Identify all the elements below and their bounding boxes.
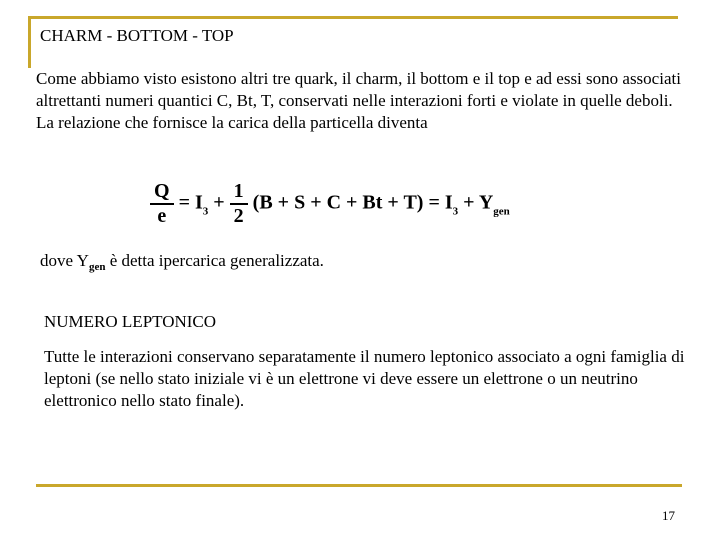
hypercharge-sub: gen <box>88 261 106 273</box>
equation-e: e <box>150 203 174 228</box>
equation-equals: = <box>178 191 190 214</box>
intro-paragraph: Come abbiamo visto esistono altri tre quark, il charm, il bottom e il top e ad essi sono associati altrettanti numeri quantici C, Bt, T, conservati nelle interazioni forti e violate in quelle deboli. La relazione che fornisce la carica della particella diventa <box>36 69 681 132</box>
top-horizontal-rule <box>28 16 678 19</box>
q-over-e-fraction <box>150 180 174 228</box>
equation-i-sub: 3 <box>202 205 209 218</box>
one-half-fraction <box>230 180 248 228</box>
slide-title: CHARM - BOTTOM - TOP <box>40 26 234 45</box>
top-left-vertical-rule <box>28 16 31 68</box>
charge-equation <box>150 180 510 228</box>
bottom-horizontal-rule <box>36 484 682 487</box>
equation-plus: + <box>213 191 225 214</box>
hypercharge-post: è detta ipercarica generalizzata. <box>105 251 324 270</box>
equation-one: 1 <box>233 180 244 202</box>
equation-two: 2 <box>230 203 248 228</box>
lepton-number-paragraph: Tutte le interazioni conservano separatamente il numero leptonico associato a ogni famiglia di leptoni (se nello stato iniziale vi è un elettrone vi deve essere un elettrone o un neutrino elettronico nello stato finale). <box>44 347 685 410</box>
equation-quantum-sum: (B + S + C + Bt + T) = <box>252 191 440 214</box>
equation-y-sub: gen <box>493 205 510 218</box>
hypercharge-sentence <box>40 250 324 278</box>
equation-plus-second: + <box>463 191 475 214</box>
section-heading-lepton-number: NUMERO LEPTONICO <box>44 312 217 331</box>
equation-i-second-sub: 3 <box>452 205 459 218</box>
equation-i: I <box>194 191 203 214</box>
hypercharge-pre: dove Y <box>40 251 89 270</box>
equation-y: Y <box>478 191 494 214</box>
equation-q: Q <box>154 180 170 202</box>
equation-i-second: I <box>444 191 453 214</box>
page-number: 17 <box>662 508 675 523</box>
